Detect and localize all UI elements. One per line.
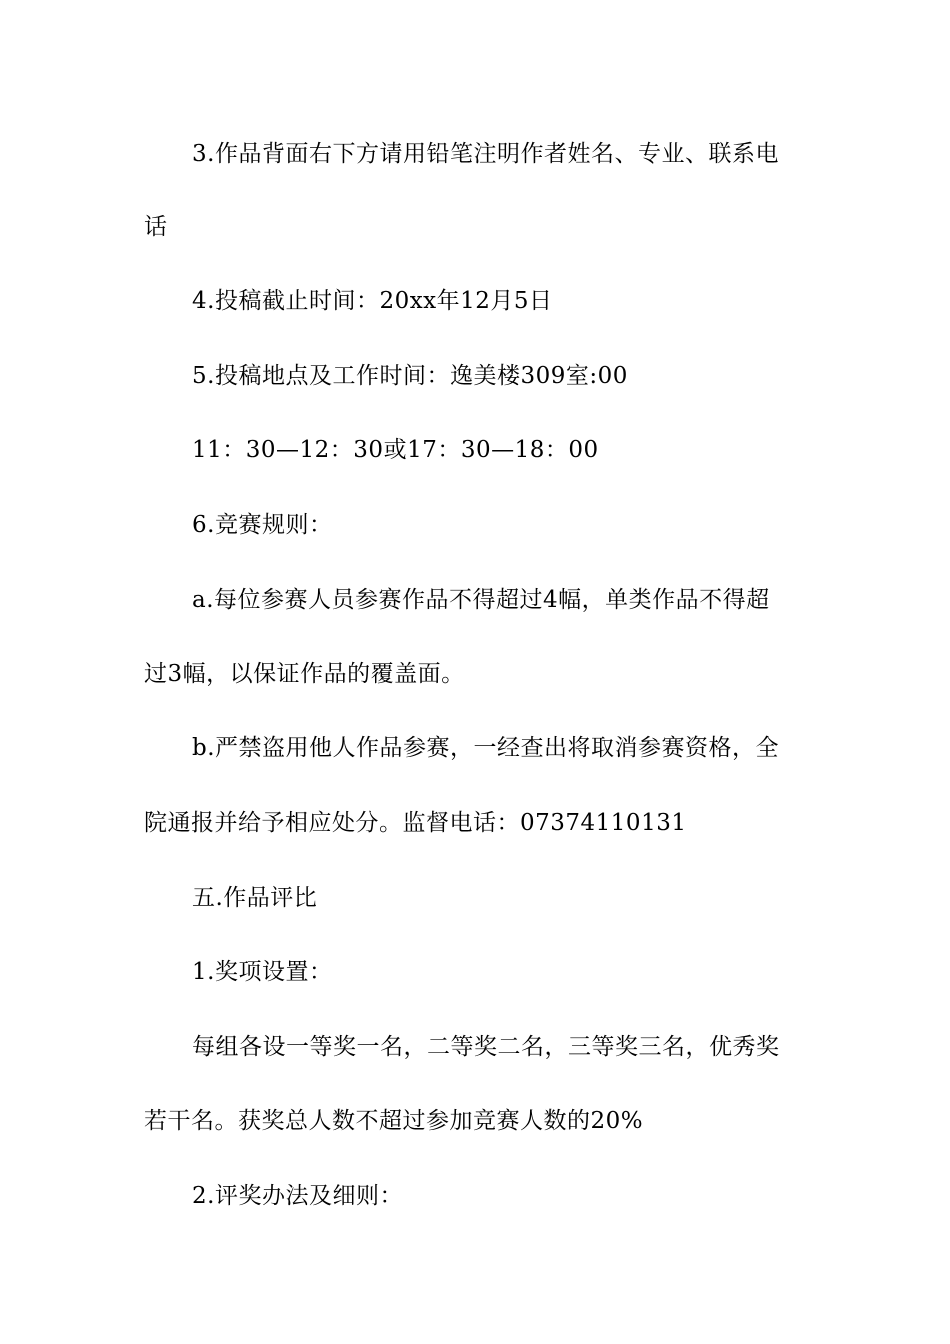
paragraph-line: 3.作品背面右下方请用铅笔注明作者姓名、专业、联系电: [192, 141, 779, 167]
paragraph-line: 过3幅，以保证作品的覆盖面。: [144, 661, 465, 687]
paragraph-line: 5.投稿地点及工作时间：逸美楼309室:00: [192, 363, 628, 389]
section-heading: 6.竞赛规则：: [192, 512, 333, 538]
paragraph-line: b.严禁盗用他人作品参赛，一经查出将取消参赛资格，全: [192, 735, 780, 761]
paragraph-line: a.每位参赛人员参赛作品不得超过4幅，单类作品不得超: [192, 587, 770, 613]
paragraph-line: 话: [144, 214, 168, 240]
paragraph-line: 每组各设一等奖一名，二等奖二名，三等奖三名，优秀奖: [192, 1034, 780, 1060]
paragraph-line: 4.投稿截止时间：20xx年12月5日: [192, 288, 553, 314]
paragraph-line: 院通报并给予相应处分。监督电话：07374110131: [144, 810, 687, 836]
paragraph-line: 11：30—12：30或17：30—18：00: [192, 437, 599, 463]
section-heading: 2.评奖办法及细则：: [192, 1183, 403, 1209]
section-heading: 五.作品评比: [192, 885, 318, 911]
paragraph-line: 若干名。获奖总人数不超过参加竞赛人数的20%: [144, 1108, 644, 1134]
section-heading: 1.奖项设置：: [192, 959, 333, 985]
